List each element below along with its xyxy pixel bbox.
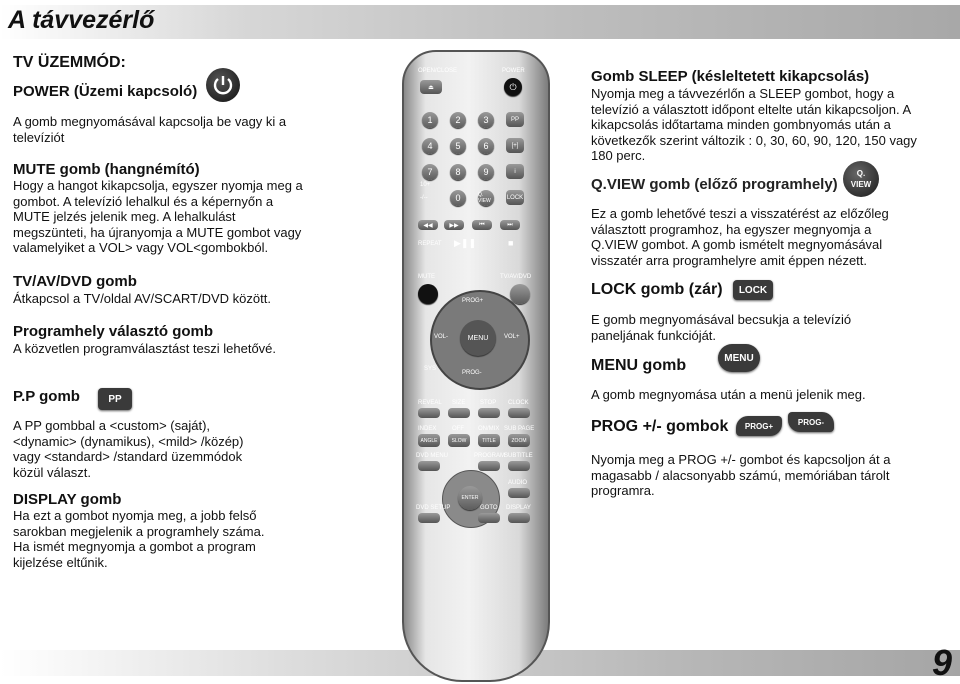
qview-icon bbox=[843, 161, 879, 197]
remote-digit-5[interactable]: 5 bbox=[450, 138, 466, 154]
remote-digit-4[interactable]: 4 bbox=[422, 138, 438, 154]
power-title: POWER (Üzemi kapcsoló) bbox=[13, 83, 198, 100]
remote-digit-6[interactable]: 6 bbox=[478, 138, 494, 154]
remote-size-label: SIZE bbox=[452, 400, 466, 406]
remote-control bbox=[402, 50, 550, 682]
prog-line: Nyomja meg a PROG +/- gombot és kapcsoljon át a bbox=[591, 452, 891, 467]
sleep-line: televízió a választott időpont eltelte után kikapcsoljon. A bbox=[591, 101, 912, 117]
mute-title: MUTE gomb (hangnémító) bbox=[13, 161, 200, 178]
remote-stop-label: STOP bbox=[480, 400, 497, 406]
remote-tvavdvd-label: TV/AV/DVD bbox=[500, 274, 532, 280]
remote-zoom-button[interactable]: ZOOM bbox=[508, 434, 530, 447]
remote-prog-plus-label[interactable]: PROG+ bbox=[462, 298, 484, 304]
mode-title: TV ÜZEMMÓD: bbox=[13, 54, 126, 71]
remote-clock-button[interactable] bbox=[508, 408, 530, 418]
remote-subpage-label: SUB PAGE bbox=[504, 426, 535, 432]
pp-line: vagy <standard> /standard üzemmódok bbox=[13, 449, 243, 464]
sleep-text bbox=[591, 86, 941, 164]
power-icon bbox=[206, 68, 240, 102]
remote-tvavdvd-button[interactable] bbox=[510, 284, 530, 304]
remote-repeat-label: REPEAT bbox=[418, 241, 442, 247]
remote-mute-button[interactable] bbox=[418, 284, 438, 304]
pp-title: P.P gomb bbox=[13, 388, 80, 405]
menu-text: A gomb megnyomása után a menü jelenik meg. bbox=[591, 387, 866, 402]
mute-text bbox=[13, 178, 313, 256]
page-number: 9 bbox=[931, 642, 952, 683]
remote-digit-0[interactable]: 0 bbox=[450, 190, 466, 206]
remote-angle-button[interactable]: ANGLE bbox=[418, 434, 440, 447]
sleep-line: következők szerint változik : 0, 30, 60, 90, 120, 150 vagy bbox=[591, 132, 917, 148]
remote-dvd-setup-button[interactable] bbox=[418, 513, 440, 523]
remote-ten-plus-label: 10+ bbox=[420, 182, 431, 188]
remote-dvd-menu-button[interactable] bbox=[418, 461, 440, 471]
display-line: Ha ismét megnyomja a gombot a program bbox=[13, 539, 256, 554]
remote-forward-button[interactable]: ▶▶ bbox=[444, 220, 464, 230]
lock-line: paneljának funkcióját. bbox=[591, 327, 717, 343]
sleep-title: Gomb SLEEP (késleltetett kikapcsolás) bbox=[591, 68, 870, 85]
mute-line: valamelyiket a VOL> vagy VOL<gombokból. bbox=[13, 240, 269, 255]
remote-subtitle-label: SUBTITLE bbox=[504, 453, 533, 459]
qview-icon-line-1: Q. bbox=[856, 169, 866, 178]
lock-text bbox=[591, 312, 941, 343]
remote-digit-2[interactable]: 2 bbox=[450, 112, 466, 128]
prog-title: PROG +/- gombok bbox=[591, 418, 729, 435]
qview-line: Ez a gomb lehetővé teszi a visszatérést az előzőleg bbox=[591, 206, 889, 221]
pp-line: közül választ. bbox=[13, 464, 92, 480]
remote-play-icon: ▶❚❚ bbox=[454, 238, 477, 248]
qview-icon-line-2: VIEW bbox=[850, 180, 872, 189]
remote-qview-button[interactable]: Q. VIEW bbox=[478, 190, 494, 206]
remote-subtitle-button[interactable] bbox=[508, 461, 530, 471]
mute-line: MUTE jelzés jelenik meg. A lehalkulást bbox=[13, 209, 236, 224]
lock-icon: LOCK bbox=[733, 280, 773, 300]
sleep-line: Nyomja meg a távvezérlőn a SLEEP gombot, hogy a bbox=[591, 86, 895, 101]
remote-audio-button[interactable] bbox=[508, 488, 530, 498]
remote-audio-label: AUDIO bbox=[508, 480, 528, 486]
remote-digit-1[interactable]: 1 bbox=[422, 112, 438, 128]
remote-display-label: DISPLAY bbox=[506, 505, 531, 511]
prog-text bbox=[591, 452, 941, 499]
remote-power-button[interactable]: ⏻ bbox=[504, 78, 522, 96]
remote-slow-button[interactable]: SLOW bbox=[448, 434, 470, 447]
remote-enter-button[interactable]: ENTER bbox=[458, 486, 482, 510]
remote-clock-label: CLOCK bbox=[508, 400, 529, 406]
mute-line: megszünteti, ha újranyomja a MUTE gombot vagy bbox=[13, 224, 302, 240]
remote-eject-button[interactable]: ⏏ bbox=[420, 80, 442, 94]
remote-size-button[interactable] bbox=[448, 408, 470, 418]
remote-onmix-label: ON/MIX bbox=[478, 426, 500, 432]
remote-program-button[interactable] bbox=[478, 461, 500, 471]
remote-reveal-button[interactable] bbox=[418, 408, 440, 418]
qview-line: visszatér arra programhelyre amit éppen nézett. bbox=[591, 252, 868, 268]
remote-lock-button[interactable]: LOCK bbox=[506, 190, 524, 205]
remote-vol-plus-label[interactable]: VOL+ bbox=[504, 334, 520, 340]
remote-digit-8[interactable]: 8 bbox=[450, 164, 466, 180]
sleep-line: 180 perc. bbox=[591, 148, 646, 163]
display-title: DISPLAY gomb bbox=[13, 491, 122, 508]
prog-minus-icon: PROG- bbox=[788, 412, 834, 432]
lock-title: LOCK gomb (zár) bbox=[591, 281, 723, 298]
qview-line: Q.VIEW gombot. A gomb ismételt megnyomásával bbox=[591, 237, 883, 252]
prog-select-text: A közvetlen programválasztást teszi lehetővé. bbox=[13, 341, 277, 356]
remote-goto-button[interactable] bbox=[478, 513, 500, 523]
display-line: kijelzése eltűnik. bbox=[13, 554, 108, 570]
prog-line: programra. bbox=[591, 483, 655, 498]
remote-display-button[interactable]: [+] bbox=[506, 138, 524, 153]
remote-menu-button[interactable]: MENU bbox=[460, 320, 496, 356]
remote-rewind-button[interactable]: ◀◀ bbox=[418, 220, 438, 230]
page-title: A távvezérlő bbox=[8, 6, 155, 34]
prog-plus-icon: PROG+ bbox=[736, 416, 782, 436]
remote-open-close-label: OPEN/CLOSE bbox=[418, 68, 458, 74]
remote-off-label: OFF bbox=[452, 426, 464, 432]
remote-stop-button[interactable] bbox=[478, 408, 500, 418]
menu-title: MENU gomb bbox=[591, 357, 687, 374]
remote-reveal-label: REVEAL bbox=[418, 400, 442, 406]
display-line: sarokban megjelenik a programhely száma. bbox=[13, 523, 265, 539]
remote-dvd-menu-label: DVD MENU bbox=[416, 453, 449, 459]
remote-dvd-setup-label: DVD SETUP bbox=[416, 505, 451, 511]
display-text bbox=[13, 508, 313, 570]
pp-line: A PP gombbal a <custom> (saját), bbox=[13, 418, 211, 433]
qview-title: Q.VIEW gomb (előző programhely) bbox=[591, 176, 838, 193]
remote-program-label: PROGRAM bbox=[474, 453, 506, 459]
remote-sys-label: SYS bbox=[424, 366, 437, 372]
tvav-text: Átkapcsol a TV/oldal AV/SCART/DVD között. bbox=[13, 291, 271, 306]
remote-index-label: INDEX bbox=[418, 426, 437, 432]
remote-power-label: POWER bbox=[502, 68, 525, 74]
prog-select-title: Programhely választó gomb bbox=[13, 323, 214, 340]
remote-title-button[interactable]: TITLE bbox=[478, 434, 500, 447]
power-text-1: A gomb megnyomásával kapcsolja be vagy ki a bbox=[13, 114, 287, 129]
remote-info-button[interactable]: i bbox=[506, 164, 524, 179]
remote-next-button[interactable]: ⏭ bbox=[500, 220, 520, 230]
menu-icon: MENU bbox=[718, 344, 760, 372]
remote-digit-9[interactable]: 9 bbox=[478, 164, 494, 180]
remote-prog-minus-label[interactable]: PROG- bbox=[462, 370, 482, 376]
remote-pp-button[interactable]: PP bbox=[506, 112, 524, 127]
remote-digit-3[interactable]: 3 bbox=[478, 112, 494, 128]
pp-text bbox=[13, 418, 313, 480]
power-text-2: televíziót bbox=[13, 130, 65, 145]
remote-prev-button[interactable]: ⏮ bbox=[472, 220, 492, 230]
remote-dash-label: -/-- bbox=[420, 195, 428, 201]
qview-text bbox=[591, 206, 941, 268]
lock-line: E gomb megnyomásával becsukja a televízió bbox=[591, 312, 852, 327]
pp-line: <dynamic> (dynamikus), <mild> /közép) bbox=[13, 433, 244, 449]
remote-stop-icon: ■ bbox=[508, 238, 514, 248]
remote-digit-7[interactable]: 7 bbox=[422, 164, 438, 180]
remote-goto-label: GOTO bbox=[480, 505, 498, 511]
remote-display-dvd-button[interactable] bbox=[508, 513, 530, 523]
display-line: Ha ezt a gombot nyomja meg, a jobb felső bbox=[13, 508, 257, 523]
pp-icon: PP bbox=[98, 388, 132, 410]
sleep-line: kikapcsolás időtartama minden gombnyomás után a bbox=[591, 117, 891, 132]
mute-line: gombot. A televízió lehalkul és a képernyőn a bbox=[13, 193, 274, 209]
mute-line: Hogy a hangot kikapcsolja, egyszer nyomja meg a bbox=[13, 178, 303, 193]
prog-line: magasabb / alacsonyabb számú, memóriában tárolt bbox=[591, 467, 890, 483]
remote-vol-minus-label[interactable]: VOL- bbox=[434, 334, 449, 340]
tvav-title: TV/AV/DVD gomb bbox=[13, 273, 137, 290]
remote-mute-label: MUTE bbox=[418, 274, 435, 280]
qview-line: választott programhoz, ha egyszer megnyomja a bbox=[591, 221, 872, 237]
